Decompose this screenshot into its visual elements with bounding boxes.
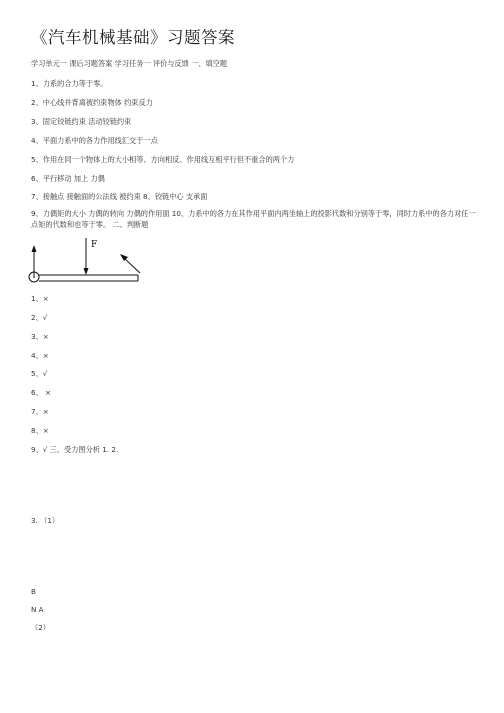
answer-line-1: 1、力系的合力等于零。 [31, 79, 108, 88]
judgment-3: 3、× [31, 332, 49, 341]
question-3-label: 3. （1） [31, 516, 60, 525]
answer-line-9: 9、力偶矩的大小 力偶的转向 力偶的作用面 10、力系中的各力在其作用平面内两坐轴上的投影代数和分别等于零，同时力系中的各力对任一点矩的代数和也等于零。 二、判断题 [31, 209, 476, 229]
judgment-6: 6、 × [31, 388, 52, 397]
inclined-force-arrow [124, 258, 140, 273]
answer-line-6: 6、平行移动 加上 力偶 [31, 174, 105, 183]
force-f-label: F [91, 240, 98, 250]
answer-line-5: 5、作用在同一个物体上的大小相等、方向相反、作用线互相平行但不重合的两个力 [31, 155, 295, 164]
question-3-part-2: （2） [31, 623, 50, 632]
judgment-7: 7、× [31, 407, 49, 416]
judgment-9: 9、√ 三、受力图分析 1. 2. [31, 445, 119, 454]
force-f-arrowhead [84, 268, 89, 275]
answer-line-7: 7、接触点 接触面的公法线 被约束 8、铰链中心 支承面 [31, 192, 208, 201]
section-heading: 学习单元一 课后习题答案 学习任务一 评价与反馈 一、填空题 [31, 59, 228, 68]
judgment-8: 8、× [31, 426, 49, 435]
force-diagram [24, 234, 154, 284]
label-b: B [31, 587, 36, 596]
document-title: 《汽车机械基础》习题答案 [31, 28, 235, 47]
answer-line-2: 2、中心线并背离被约束物体 约束反力 [31, 98, 153, 107]
answer-line-4: 4、平面力系中的各力作用线汇交于一点 [31, 136, 158, 145]
answer-line-3: 3、固定铰链约束 活动铰链约束 [31, 117, 132, 126]
judgment-5: 5、√ [31, 369, 48, 378]
label-na: N A [31, 605, 44, 614]
judgment-4: 4、× [31, 351, 49, 360]
judgment-1: 1、× [31, 294, 49, 303]
support-reaction-arrowhead [32, 245, 37, 252]
judgment-2: 2、√ [31, 313, 48, 322]
